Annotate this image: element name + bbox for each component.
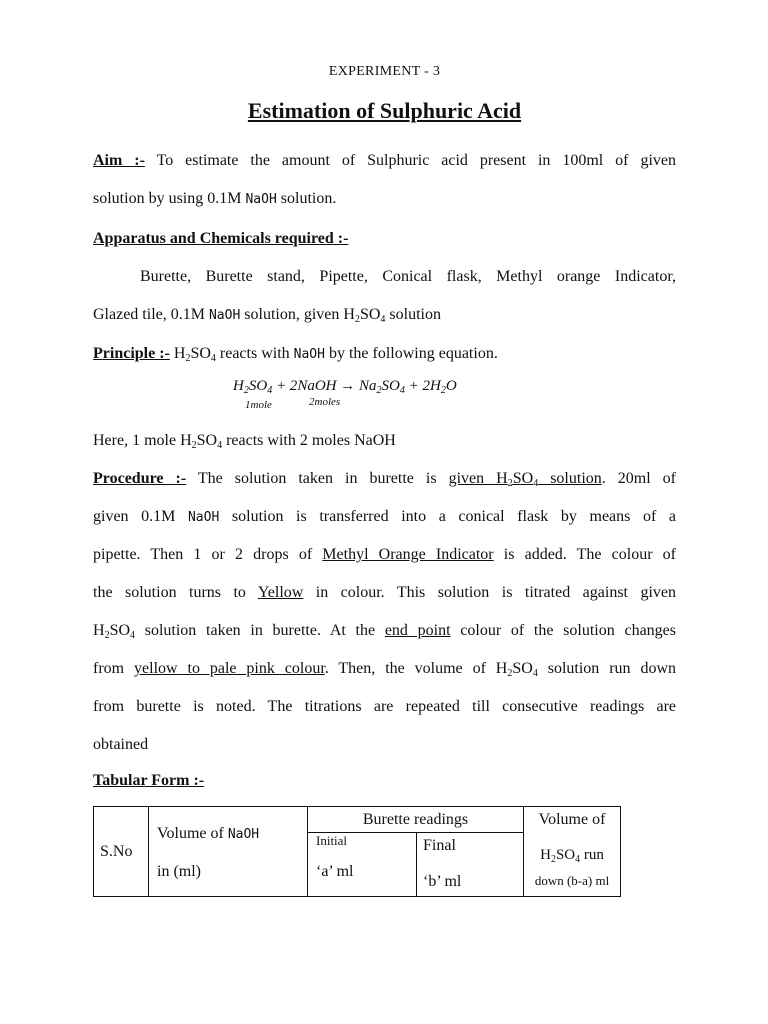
col-final: Final ‘b’ ml [417, 833, 524, 897]
col-initial: Initial ‘a’ ml [308, 833, 417, 897]
principle-heading: Principle :- [93, 345, 170, 362]
readings-table [93, 806, 621, 897]
aim-heading: Aim :- [93, 152, 145, 169]
equation-label-1mole: 1mole [245, 399, 272, 411]
col-volume-naoh: Volume of NaOH in (ml) [149, 807, 308, 897]
apparatus-line-1: Burette, Burette stand, Pipette, Conical flask, Methyl orange Indicator, [140, 268, 676, 285]
apparatus-heading: Apparatus and Chemicals required :- [93, 230, 349, 247]
apparatus-section [93, 220, 676, 334]
procedure-line-8: obtained [93, 736, 149, 753]
col-sno: S.No [94, 807, 149, 897]
procedure-line-2: given 0.1M NaOH solution is transferred into a conical flask by means of a [93, 508, 676, 525]
procedure-line-7: from burette is noted. The titrations are repeated till consecutive readings are [93, 698, 676, 715]
equation-label-2moles: 2moles [309, 396, 341, 408]
here-line-block [93, 422, 676, 460]
tabular-section [93, 762, 676, 800]
procedure-line-6: from yellow to pale pink colour. Then, the volume of $H_2SO_4$ solution run down [93, 660, 677, 679]
col-burette-readings: Burette readings [308, 807, 524, 833]
chemical-equation: $H_2SO_4$ + 2NaOH → $Na_2SO_4 + 2H_2O$ 1mole 2moles [233, 378, 457, 411]
procedure-line-4: the solution turns to Yellow in colour. This solution is titrated against given [93, 584, 676, 601]
procedure-line-3: pipette. Then 1 or 2 drops of Methyl Orange Indicator is added. The colour of [93, 546, 676, 563]
principle-section [93, 335, 676, 373]
procedure-heading: Procedure :- [93, 470, 187, 487]
aim-section [93, 142, 676, 218]
page-title: Estimation of Sulphuric Acid [247, 98, 522, 123]
principle-line: Principle :- $H_2SO_4$ reacts with NaOH by the following equation. [93, 345, 498, 364]
aim-line-1: Aim :- To estimate the amount of Sulphuric acid present in 100ml of given [93, 152, 676, 169]
procedure-section [93, 460, 676, 764]
here-line: Here, 1 mole $H_2SO_4$ reacts with 2 moles NaOH [93, 432, 396, 451]
experiment-number: EXPERIMENT - 3 [328, 64, 441, 79]
procedure-line-5: $H_2SO_4$ solution taken in burette. At the end point colour of the solution changes [93, 622, 677, 641]
procedure-line-1: Procedure :- The solution taken in burette is given $H_2SO_4$ solution. 20ml of [93, 470, 677, 489]
apparatus-line-2: Glazed tile, 0.1M NaOH solution, given $H_2SO_4$ solution [93, 306, 441, 325]
aim-line-2: solution by using 0.1M NaOH solution. [93, 190, 337, 207]
col-volume-h2so4: Volume of $H_2SO_4$ run down (b-a) ml [524, 807, 621, 897]
tabular-heading: Tabular Form :- [93, 772, 205, 789]
